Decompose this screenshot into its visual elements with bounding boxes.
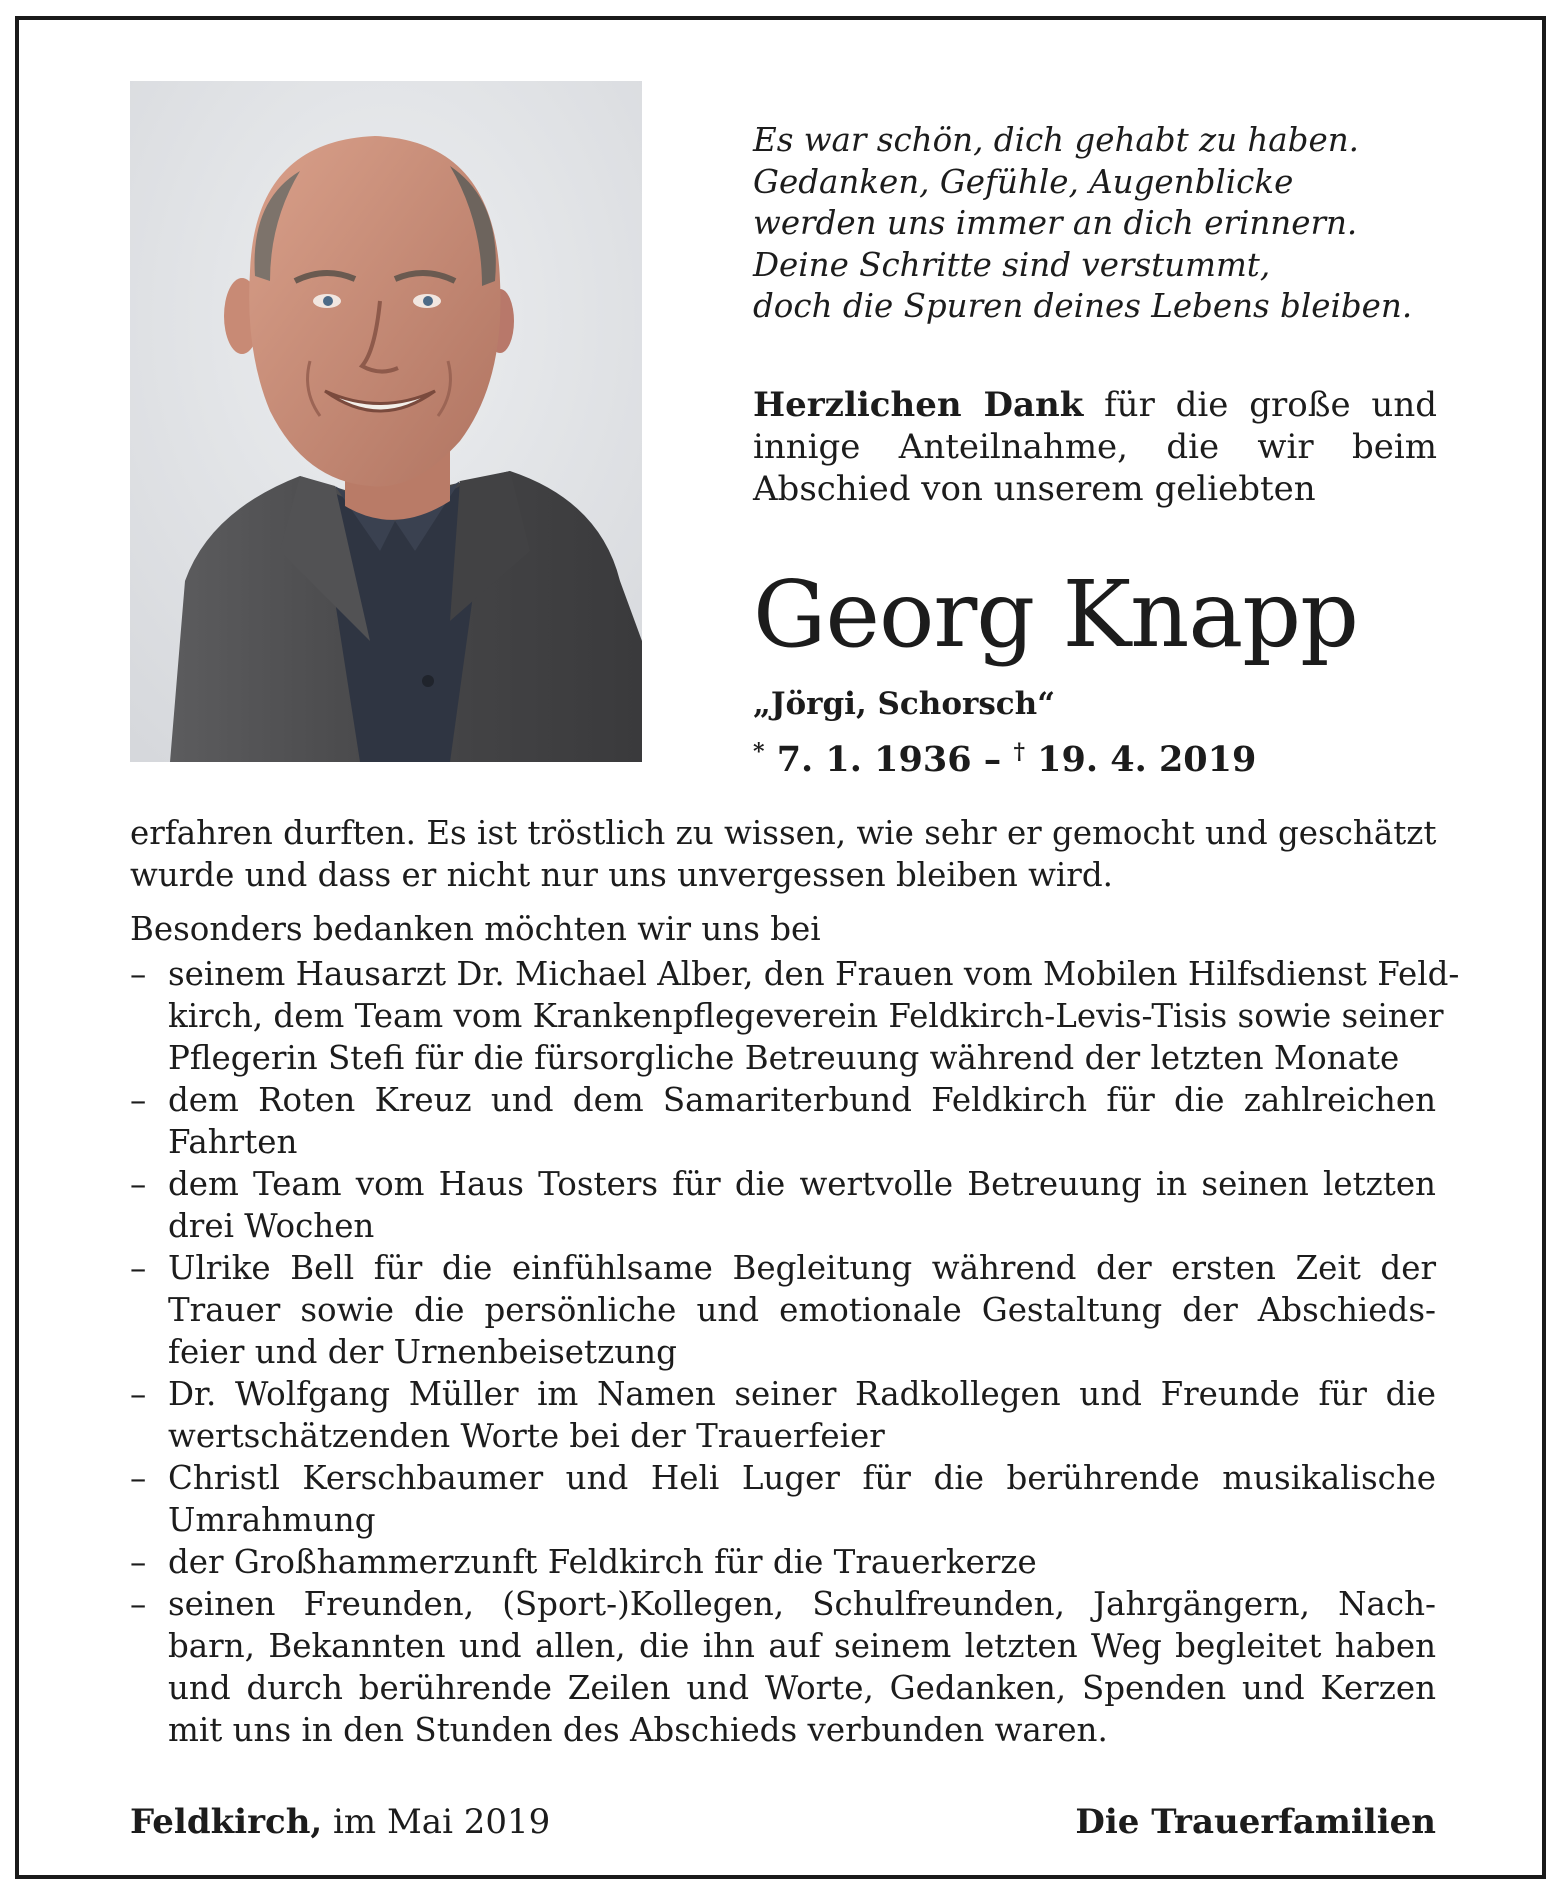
poem-line: doch die Spuren deines Lebens bleiben. — [753, 287, 1413, 325]
thanks-list-item — [130, 1541, 1436, 1583]
thanks-line-rest: für die große und — [1083, 385, 1437, 425]
list-item-line: seinen Freunden, (Sport-)Kollegen, Schulfreunden, Jahrgängern, Nach- — [168, 1585, 1436, 1623]
list-item-line: barn, Bekannten und allen, die ihn auf seinem letzten Weg begleitet haben — [168, 1627, 1436, 1665]
list-item-line: Ulrike Bell für die einfühlsame Begleitung während der ersten Zeit der — [168, 1249, 1436, 1287]
place: Feldkirch, — [130, 1802, 323, 1842]
thanks-list-item — [130, 1247, 1436, 1373]
list-dash: – — [130, 955, 147, 993]
poem-line: Deine Schritte sind verstummt, — [753, 245, 1271, 284]
thanks-list-item — [130, 1457, 1436, 1541]
list-dash: – — [130, 1459, 147, 1497]
birth-date: 7. 1. 1936 – — [764, 739, 1014, 780]
thanks-list — [130, 953, 1460, 1751]
body-text — [130, 812, 1436, 950]
thanks-bold: Herzlichen Dank — [753, 385, 1084, 425]
list-dash: – — [130, 1375, 147, 1413]
list-item-line: Trauer sowie die persönliche und emotionale Gestaltung der Abschieds- — [168, 1291, 1436, 1329]
portrait-photo — [130, 81, 642, 762]
list-dash: – — [130, 1249, 147, 1287]
list-item-line: Dr. Wolfgang Müller im Namen seiner Radkollegen und Freunde für die — [168, 1375, 1436, 1413]
poem-line: Es war schön, dich gehabt zu haben. — [753, 121, 1359, 159]
list-item-line: drei Wochen — [168, 1207, 375, 1245]
signature: Die Trauerfamilien — [1075, 1802, 1436, 1842]
list-item-line: feier und der Urnenbeisetzung — [168, 1333, 677, 1371]
thanks-list-item — [130, 1583, 1436, 1751]
deceased-name: Georg Knapp — [753, 561, 1359, 668]
date: im Mai 2019 — [322, 1802, 551, 1842]
list-dash: – — [130, 1165, 147, 1203]
body-line: wurde und dass er nicht nur uns unvergessen bleiben wird. — [130, 856, 1113, 894]
list-item-line: wertschätzenden Worte bei der Trauerfeier — [168, 1417, 885, 1455]
list-item-line: dem Roten Kreuz und dem Samariterbund Feldkirch für die zahlreichen — [168, 1081, 1436, 1119]
death-date: 19. 4. 2019 — [1024, 739, 1257, 780]
list-item-line: Umrahmung — [168, 1501, 376, 1539]
list-item-line: seinem Hausarzt Dr. Michael Alber, den Frauen vom Mobilen Hilfsdienst Feld- — [168, 955, 1460, 993]
thanks-line — [753, 384, 1437, 426]
deceased-nickname: „Jörgi, Schorsch“ — [753, 686, 1056, 722]
list-dash: – — [130, 1543, 147, 1581]
thanks-line: Abschied von unserem geliebten — [753, 469, 1316, 509]
thanks-line: innige Anteilnahme, die wir beim — [753, 427, 1437, 467]
poem-line: Gedanken, Gefühle, Augenblicke — [753, 162, 1294, 201]
list-item-line: Christl Kerschbaumer und Heli Luger für die berührende musikalische — [168, 1459, 1436, 1497]
thanks-list-item — [130, 1163, 1436, 1247]
thanks-list-item — [130, 953, 1460, 1079]
portrait-illustration — [130, 81, 642, 762]
list-item-line: dem Team vom Haus Tosters für die wertvolle Betreuung in seinen letzten — [168, 1165, 1436, 1203]
thanks-list-item — [130, 1373, 1436, 1457]
list-intro: Besonders bedanken möchten wir uns bei — [130, 910, 821, 948]
list-item-line: mit uns in den Stunden des Abschieds verbunden waren. — [168, 1711, 1108, 1749]
list-item-line: Pflegerin Stefi für die fürsorgliche Betreuung während der letzten Monate — [168, 1039, 1400, 1077]
list-item-line: Fahrten — [168, 1123, 298, 1161]
birth-symbol: * — [753, 739, 765, 765]
list-item-line: der Großhammerzunft Feldkirch für die Trauerkerze — [168, 1543, 1037, 1581]
poem-line: werden uns immer an dich erinnern. — [753, 204, 1358, 242]
body-line: erfahren durften. Es ist tröstlich zu wissen, wie sehr er gemocht und geschätzt — [130, 814, 1437, 852]
list-dash: – — [130, 1585, 147, 1623]
place-date — [130, 1800, 550, 1844]
list-item-line: kirch, dem Team vom Krankenpflegeverein Feldkirch-Levis-Tisis sowie seiner — [168, 997, 1444, 1035]
thanks-intro — [753, 384, 1437, 510]
list-dash: – — [130, 1081, 147, 1119]
thanks-list-item — [130, 1079, 1436, 1163]
poem — [753, 120, 1473, 328]
death-symbol: † — [1013, 739, 1025, 765]
list-item-line: und durch berührende Zeilen und Worte, Gedanken, Spenden und Kerzen — [168, 1669, 1436, 1707]
life-dates — [753, 730, 1256, 782]
